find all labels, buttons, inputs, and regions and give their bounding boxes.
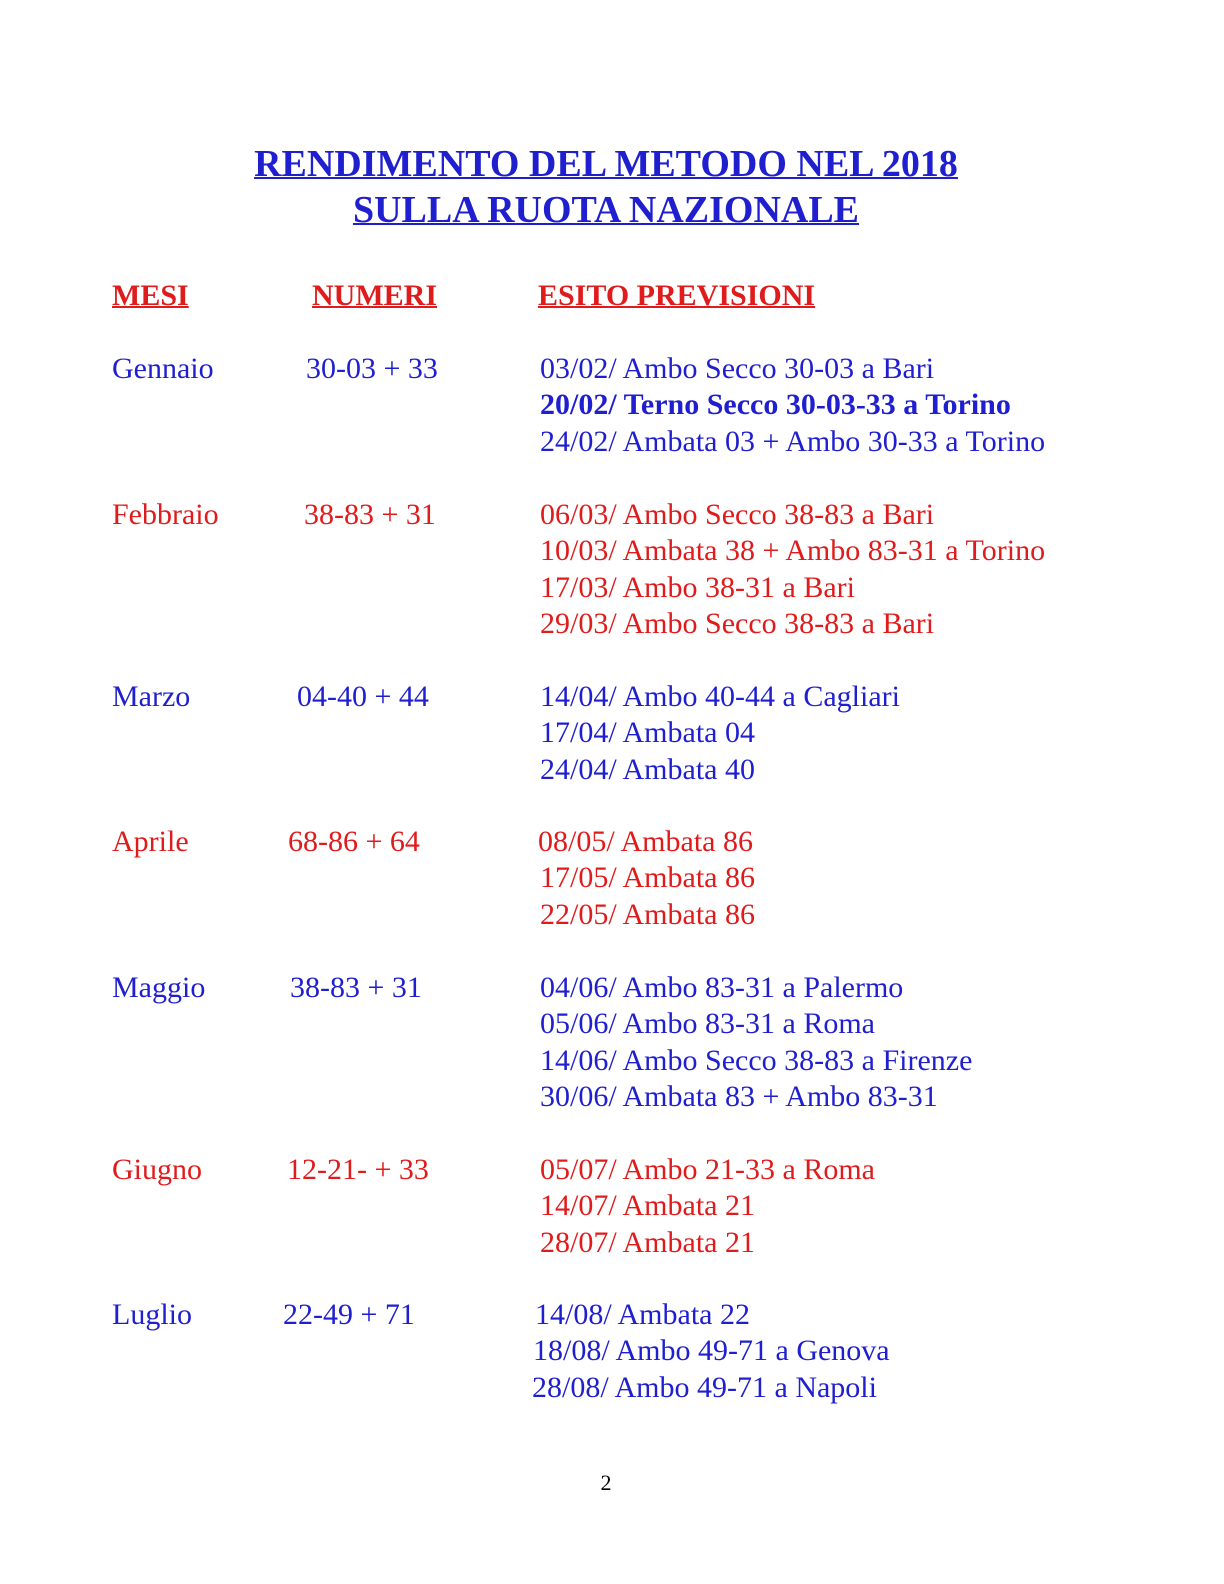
month-label: Gennaio — [112, 352, 214, 385]
month-label: Giugno — [112, 1153, 202, 1186]
result-line: 05/06/ Ambo 83-31 a Roma — [540, 1007, 875, 1041]
result-line: 28/08/ Ambo 49-71 a Napoli — [532, 1370, 877, 1404]
title-line-1: RENDIMENTO DEL METODO NEL 2018 — [254, 143, 958, 185]
result-line: 30/06/ Ambata 83 + Ambo 83-31 — [540, 1080, 938, 1114]
result-line: 28/07/ Ambata 21 — [540, 1225, 755, 1259]
result-line-highlight: 20/02/ Terno Secco 30-03-33 a Torino — [540, 388, 1011, 422]
numbers-label: 38-83 + 31 — [304, 498, 436, 531]
result-line: 10/03/ Ambata 38 + Ambo 83-31 a Torino — [540, 534, 1046, 568]
numbers-label: 30-03 + 33 — [306, 352, 438, 385]
header-mesi: MESI — [112, 279, 189, 312]
header-esito: ESITO PREVISIONI — [538, 279, 816, 312]
result-line: 06/03/ Ambo Secco 38-83 a Bari — [540, 498, 935, 531]
numbers-label: 22-49 + 71 — [283, 1298, 415, 1331]
result-line: 04/06/ Ambo 83-31 a Palermo — [540, 971, 904, 1004]
month-label: Luglio — [112, 1298, 192, 1331]
month-label: Aprile — [112, 825, 189, 858]
result-line: 03/02/ Ambo Secco 30-03 a Bari — [540, 352, 935, 385]
result-line: 14/08/ Ambata 22 — [535, 1298, 750, 1331]
numbers-label: 12-21- + 33 — [287, 1153, 429, 1186]
result-line: 22/05/ Ambata 86 — [540, 897, 755, 931]
month-label: Maggio — [112, 971, 206, 1004]
result-line: 14/07/ Ambata 21 — [540, 1189, 755, 1223]
title-line-2: SULLA RUOTA NAZIONALE — [352, 189, 860, 231]
result-line: 17/03/ Ambo 38-31 a Bari — [540, 570, 855, 604]
result-line: 08/05/ Ambata 86 — [538, 825, 753, 858]
numbers-label: 38-83 + 31 — [290, 971, 422, 1004]
result-line: 05/07/ Ambo 21-33 a Roma — [540, 1153, 875, 1186]
result-line: 24/04/ Ambata 40 — [540, 752, 755, 786]
numbers-label: 04-40 + 44 — [297, 680, 429, 713]
numbers-label: 68-86 + 64 — [288, 825, 420, 858]
result-line: 17/04/ Ambata 04 — [540, 716, 755, 750]
result-line: 18/08/ Ambo 49-71 a Genova — [533, 1334, 890, 1368]
result-line: 24/02/ Ambata 03 + Ambo 30-33 a Torino — [540, 424, 1046, 458]
header-numeri: NUMERI — [312, 279, 437, 312]
month-label: Marzo — [112, 680, 191, 713]
result-line: 14/04/ Ambo 40-44 a Cagliari — [540, 680, 900, 713]
page-number: 2 — [600, 1470, 612, 1495]
result-line: 14/06/ Ambo Secco 38-83 a Firenze — [540, 1043, 973, 1077]
result-line: 17/05/ Ambata 86 — [540, 861, 755, 895]
month-label: Febbraio — [112, 498, 219, 531]
result-line: 29/03/ Ambo Secco 38-83 a Bari — [540, 607, 935, 641]
